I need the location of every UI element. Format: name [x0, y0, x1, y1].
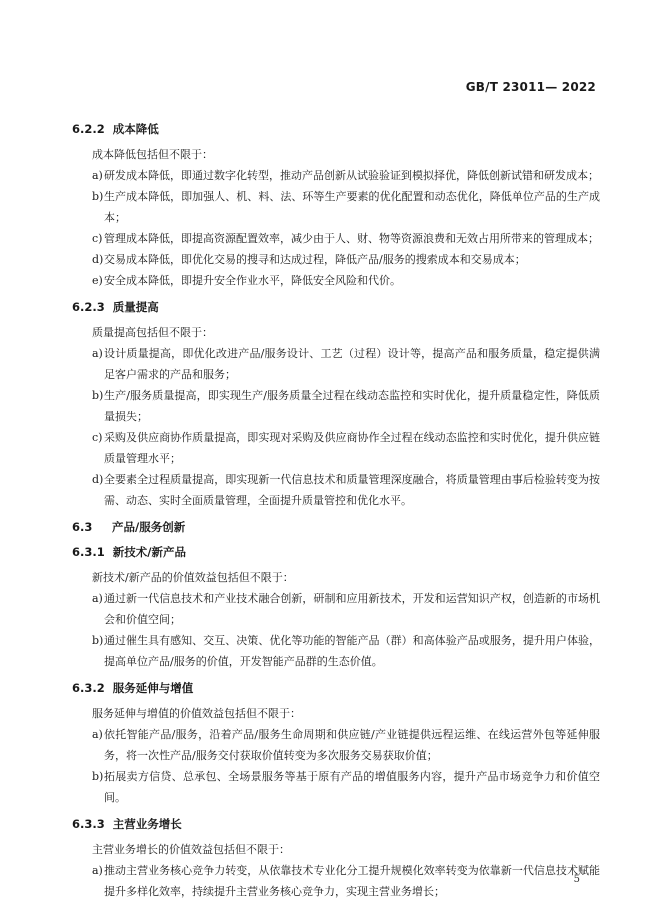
list-item	[72, 427, 600, 469]
section-title: 服务延伸与增值	[112, 681, 194, 695]
section-title: 产品/服务创新	[112, 520, 186, 534]
list-item-label: b)	[92, 634, 104, 647]
list-item	[72, 249, 600, 270]
section-title: 成本降低	[112, 122, 159, 136]
section-heading	[72, 298, 600, 316]
list-item-label: a)	[92, 347, 103, 360]
list-item	[72, 270, 600, 291]
section-heading	[72, 120, 600, 138]
list-item-text: 研发成本降低，即通过数字化转型，推动产品创新从试验验证到模拟择优，降低创新试错和研发成本；	[104, 169, 599, 182]
list-item	[72, 385, 600, 427]
list-item	[72, 766, 600, 808]
section-intro: 服务延伸与增值的价值效益包括但不限于：	[92, 707, 301, 720]
standard-code-header: GB/T 23011— 2022	[465, 80, 596, 94]
list-item-label: e)	[92, 274, 103, 287]
section-intro: 主营业务增长的价值效益包括但不限于：	[92, 843, 290, 856]
document-body	[72, 120, 600, 906]
list-item-text: 管理成本降低，即提高资源配置效率，减少由于人、财、物等资源浪费和无效占用所带来的管理成本；	[104, 232, 599, 245]
section-heading	[72, 679, 600, 697]
section-intro: 成本降低包括但不限于：	[92, 148, 213, 161]
list-item	[72, 860, 600, 902]
list-item	[72, 724, 600, 766]
list-item-label: d)	[92, 473, 104, 486]
page-number: 5	[573, 874, 580, 885]
list-item	[72, 469, 600, 511]
section-number: 6.3	[72, 520, 93, 534]
list-item	[72, 165, 600, 186]
list-item-text: 安全成本降低，即提升安全作业水平，降低安全风险和代价。	[104, 274, 401, 287]
section-heading	[72, 815, 600, 833]
list-item-text: 设计质量提高，即优化改进产品/服务设计、工艺（过程）设计等，提高产品和服务质量，稳定提供满足客户需求的产品和服务；	[104, 347, 600, 381]
list-item-label: a)	[92, 864, 103, 877]
section-title: 新技术/新产品	[112, 545, 186, 559]
list-item-text: 采购及供应商协作质量提高，即实现对采购及供应商协作全过程在线动态监控和实时优化，提升供应链质量管理水平；	[104, 431, 600, 465]
list-item-label: b)	[92, 770, 104, 783]
section-heading	[72, 543, 600, 561]
section-number: 6.2.2	[72, 122, 105, 136]
section-title: 质量提高	[112, 300, 159, 314]
list-item-label: c)	[92, 232, 103, 245]
list-item-label: a)	[92, 592, 103, 605]
list-item-text: 交易成本降低，即优化交易的搜寻和达成过程，降低产品/服务的搜索成本和交易成本；	[104, 253, 526, 266]
section-number: 6.2.3	[72, 300, 105, 314]
list-item-text: 通过新一代信息技术和产业技术融合创新，研制和应用新技术，开发和运营知识产权，创造新的市场机会和价值空间；	[104, 592, 600, 626]
list-item-text: 拓展卖方信贷、总承包、全场景服务等基于原有产品的增值服务内容，提升产品市场竞争力和价值空间。	[104, 770, 600, 804]
list-item-text: 生产/服务质量提高，即实现生产/服务质量全过程在线动态监控和实时优化，提升质量稳定性，降低质量损失；	[104, 389, 600, 423]
list-item-label: a)	[92, 169, 103, 182]
list-item	[72, 588, 600, 630]
section-number: 6.3.3	[72, 817, 105, 831]
list-item	[72, 630, 600, 672]
list-item-text: 全要素全过程质量提高，即实现新一代信息技术和质量管理深度融合，将质量管理由事后检验转变为按需、动态、实时全面质量管理，全面提升质量管控和优化水平。	[104, 473, 600, 507]
section-title: 主营业务增长	[112, 817, 182, 831]
section-number: 6.3.2	[72, 681, 105, 695]
section-intro: 质量提高包括但不限于：	[92, 326, 213, 339]
list-item	[72, 186, 600, 228]
list-item-text: 依托智能产品/服务，沿着产品/服务生命周期和供应链/产业链提供远程运维、在线运营外包等延伸服务，将一次性产品/服务交付获取价值转变为多次服务交易获取价值；	[104, 728, 600, 762]
list-item-label: b)	[92, 190, 104, 203]
list-item-label: b)	[92, 389, 104, 402]
list-item-label: a)	[92, 728, 103, 741]
section-intro: 新技术/新产品的价值效益包括但不限于：	[92, 571, 294, 584]
list-item-text: 推动主营业务核心竞争力转变，从依靠技术专业化分工提升规模化效率转变为依靠新一代信息技术赋能提升多样化效率，持续提升主营业务核心竞争力，实现主营业务增长；	[104, 864, 600, 898]
list-item-text: 通过催生具有感知、交互、决策、优化等功能的智能产品（群）和高体验产品或服务，提升用户体验，提高单位产品/服务的价值，开发智能产品群的生态价值。	[104, 634, 600, 668]
list-item-text: 生产成本降低，即加强人、机、料、法、环等生产要素的优化配置和动态优化，降低单位产品的生产成本；	[104, 190, 600, 224]
list-item-label: c)	[92, 431, 103, 444]
section-heading	[72, 518, 600, 536]
list-item	[72, 228, 600, 249]
list-item-label: d)	[92, 253, 104, 266]
list-item	[72, 343, 600, 385]
section-number: 6.3.1	[72, 545, 105, 559]
